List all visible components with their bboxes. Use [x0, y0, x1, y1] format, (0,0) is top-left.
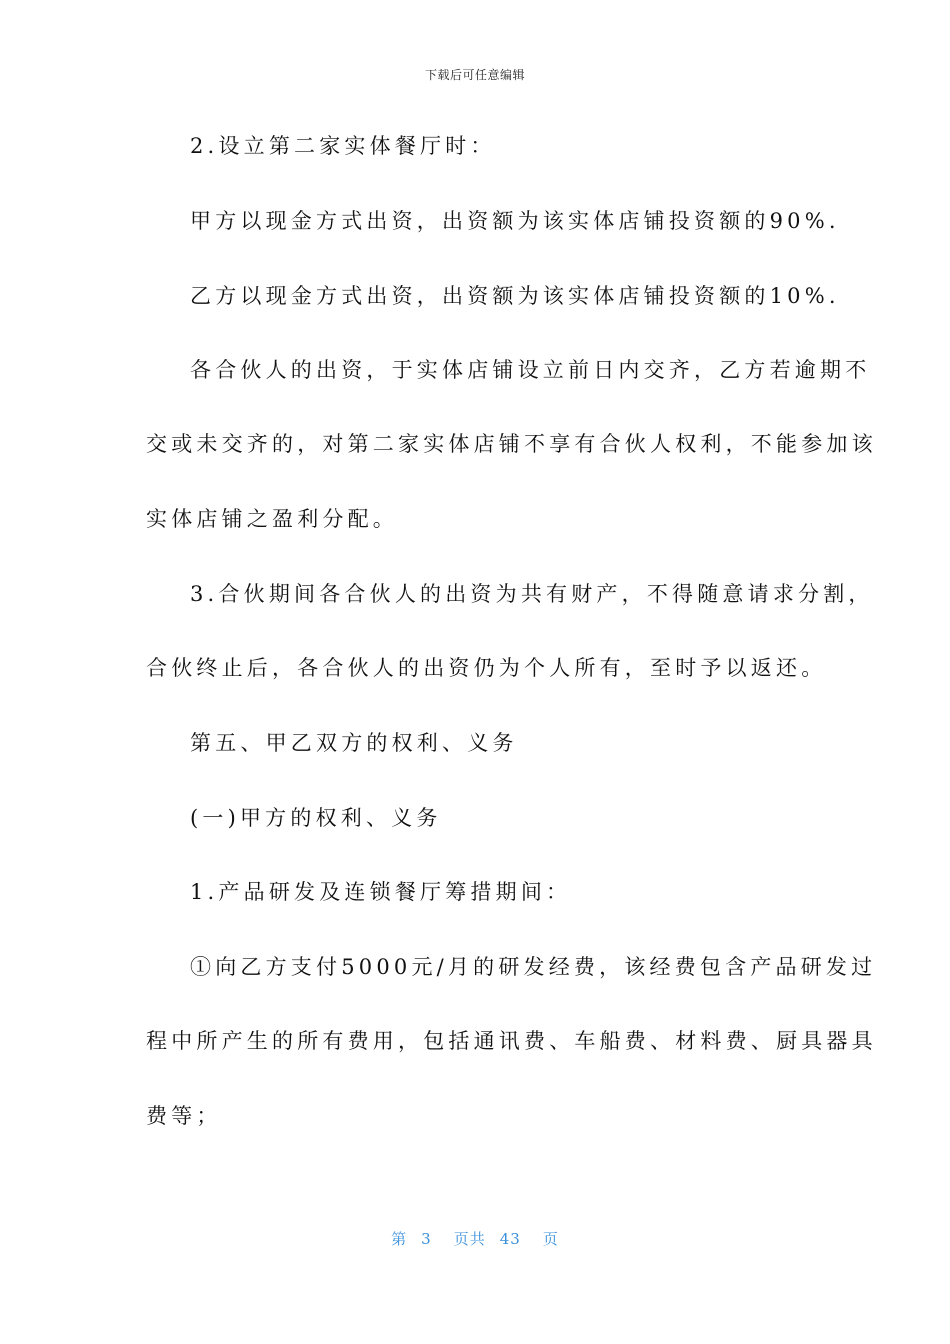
footer-middle: 页共 — [453, 1230, 486, 1248]
paragraph-line: 3.合伙期间各合伙人的出资为共有财产，不得随意请求分割， — [190, 582, 874, 606]
paragraph-line: 实体店铺之盈利分配。 — [146, 507, 398, 531]
current-page-number: 3 — [421, 1230, 432, 1248]
paragraph-line: 程中所产生的所有费用，包括通讯费、车船费、材料费、厨具器具 — [146, 1029, 877, 1053]
footer-suffix: 页 — [542, 1230, 559, 1248]
header-note: 下载后可任意编辑 — [424, 68, 525, 82]
page-footer — [0, 1228, 950, 1249]
paragraph-line: 交或未交齐的，对第二家实体店铺不享有合伙人权利，不能参加该 — [146, 432, 877, 456]
paragraph-line: 甲方以现金方式出资，出资额为该实体店铺投资额的90%. — [190, 209, 840, 233]
footer-prefix: 第 — [391, 1230, 408, 1248]
paragraph-line: 各合伙人的出资，于实体店铺设立前日内交齐，乙方若逾期不 — [190, 358, 871, 382]
paragraph-line: 费等； — [146, 1104, 222, 1128]
paragraph-line: 乙方以现金方式出资，出资额为该实体店铺投资额的10%. — [190, 284, 840, 308]
paragraph-line: 2.设立第二家实体餐厅时： — [190, 134, 496, 158]
total-pages-number: 43 — [499, 1230, 521, 1248]
paragraph-line: 1.产品研发及连锁餐厅筹措期间： — [190, 880, 572, 904]
paragraph-line: ①向乙方支付5000元/月的研发经费，该经费包含产品研发过 — [190, 955, 877, 979]
section-heading: 第五、甲乙双方的权利、义务 — [190, 731, 518, 755]
paragraph-line: 合伙终止后，各合伙人的出资仍为个人所有，至时予以返还。 — [146, 656, 827, 680]
subsection-heading: (一)甲方的权利、义务 — [190, 806, 442, 830]
